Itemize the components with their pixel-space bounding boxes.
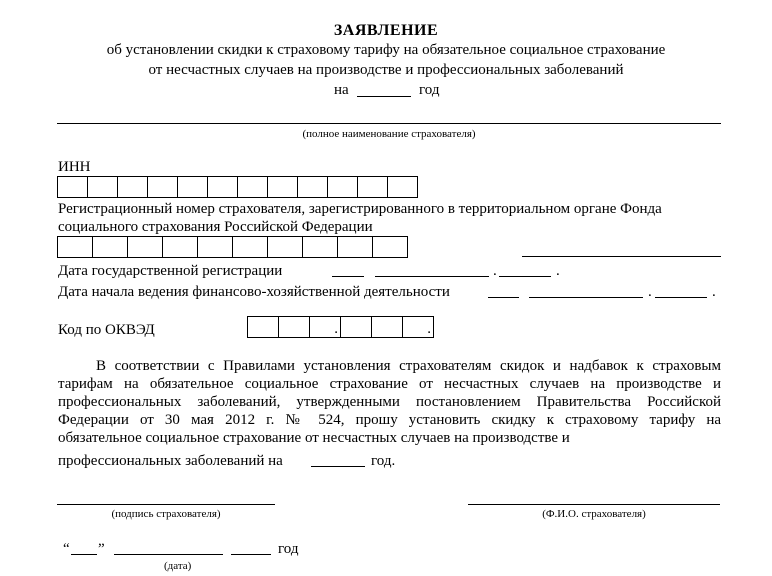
reg-number-cell[interactable] bbox=[197, 236, 233, 258]
activity-year-line[interactable] bbox=[655, 297, 707, 298]
inn-cell[interactable] bbox=[147, 176, 178, 198]
state-reg-dot-end: . bbox=[556, 263, 560, 279]
inn-label: ИНН bbox=[58, 159, 91, 175]
okved-cells[interactable] bbox=[247, 316, 433, 337]
document-subtitle-line1: об установлении скидки к страховому тарифу на обязательное социальное страхование bbox=[106, 42, 666, 58]
inn-cell[interactable] bbox=[297, 176, 328, 198]
inn-cell[interactable] bbox=[177, 176, 208, 198]
body-line-6-prefix: профессиональных заболеваний на bbox=[58, 453, 283, 469]
body-line-6-suffix: год. bbox=[371, 453, 396, 469]
body-line-5: обязательное социальное страхование от несчастных случаев на производстве и bbox=[58, 430, 570, 446]
fio-caption: (Ф.И.О. страхователя) bbox=[542, 508, 646, 520]
date-year-suffix: год bbox=[278, 541, 299, 557]
reg-number-cell[interactable] bbox=[127, 236, 163, 258]
reg-number-label-line2: социального страхования Российской Федерации bbox=[58, 219, 373, 235]
date-close-quote: ” bbox=[98, 541, 105, 557]
inn-cell[interactable] bbox=[267, 176, 298, 198]
inn-cell[interactable] bbox=[237, 176, 268, 198]
document-subtitle-line2: от несчастных случаев на производстве и профессиональных заболеваний bbox=[148, 62, 624, 78]
activity-dot: . bbox=[648, 284, 652, 300]
signature-line[interactable] bbox=[57, 504, 275, 505]
inn-cell[interactable] bbox=[207, 176, 238, 198]
okved-cell[interactable] bbox=[247, 316, 279, 338]
activity-dot-end: . bbox=[712, 284, 716, 300]
state-reg-date-label: Дата государственной регистрации bbox=[58, 263, 283, 279]
reg-number-cell[interactable] bbox=[267, 236, 303, 258]
date-open-quote: “ bbox=[63, 541, 70, 557]
body-line-1: В соответствии с Правилами установления страхователям скидок и надбавок к страховым bbox=[96, 358, 721, 374]
document-title: ЗАЯВЛЕНИЕ bbox=[333, 22, 439, 39]
body-line-2: тарифам на обязательное социальное страхование от несчастных случаев на производстве и bbox=[58, 376, 721, 392]
state-reg-day-line[interactable] bbox=[332, 276, 364, 277]
year-blank-line[interactable] bbox=[357, 96, 411, 97]
reg-number-cell[interactable] bbox=[92, 236, 128, 258]
reg-number-cell[interactable] bbox=[372, 236, 408, 258]
date-year-line[interactable] bbox=[231, 554, 271, 555]
date-month-line[interactable] bbox=[114, 554, 223, 555]
inn-cells[interactable] bbox=[57, 176, 417, 197]
okved-cell[interactable] bbox=[402, 316, 434, 338]
inn-cell[interactable] bbox=[387, 176, 418, 198]
inn-cell[interactable] bbox=[87, 176, 118, 198]
reg-number-cell[interactable] bbox=[302, 236, 338, 258]
state-reg-month-line[interactable] bbox=[375, 276, 489, 277]
body-line-3: профессиональных заболеваний, утвержденными постановлением Правительства Российской bbox=[58, 394, 721, 410]
reg-number-cell[interactable] bbox=[57, 236, 93, 258]
date-caption: (дата) bbox=[164, 560, 192, 572]
okved-cell[interactable] bbox=[278, 316, 310, 338]
fio-line[interactable] bbox=[468, 504, 720, 505]
reg-number-extra-line[interactable] bbox=[522, 256, 721, 257]
okved-cell[interactable] bbox=[309, 316, 341, 338]
date-day-line[interactable] bbox=[71, 554, 97, 555]
inn-cell[interactable] bbox=[357, 176, 388, 198]
year-suffix: год bbox=[419, 82, 440, 98]
okved-cell[interactable] bbox=[340, 316, 372, 338]
okved-cell[interactable] bbox=[371, 316, 403, 338]
state-reg-year-line[interactable] bbox=[499, 276, 551, 277]
year-prefix: на bbox=[334, 82, 349, 98]
inn-cell[interactable] bbox=[327, 176, 358, 198]
state-reg-dot: . bbox=[493, 263, 497, 279]
activity-month-line[interactable] bbox=[529, 297, 643, 298]
reg-number-cells[interactable] bbox=[57, 236, 407, 257]
insurer-name-caption: (полное наименование страхователя) bbox=[302, 128, 476, 140]
reg-number-cell[interactable] bbox=[337, 236, 373, 258]
signature-caption: (подпись страхователя) bbox=[111, 508, 221, 520]
activity-day-line[interactable] bbox=[488, 297, 519, 298]
reg-number-cell[interactable] bbox=[232, 236, 268, 258]
discount-year-line[interactable] bbox=[311, 466, 365, 467]
activity-start-label: Дата начала ведения финансово-хозяйственной деятельности bbox=[58, 284, 450, 300]
reg-number-label-line1: Регистрационный номер страхователя, зарегистрированного в территориальном органе Фонда bbox=[58, 201, 662, 217]
okved-label: Код по ОКВЭД bbox=[58, 322, 155, 338]
insurer-name-line[interactable] bbox=[57, 123, 721, 124]
reg-number-cell[interactable] bbox=[162, 236, 198, 258]
inn-cell[interactable] bbox=[117, 176, 148, 198]
inn-cell[interactable] bbox=[57, 176, 88, 198]
body-line-4: Федерации от 30 мая 2012 г. № 524, прошу установить скидку к страховому тарифу на bbox=[58, 412, 721, 428]
